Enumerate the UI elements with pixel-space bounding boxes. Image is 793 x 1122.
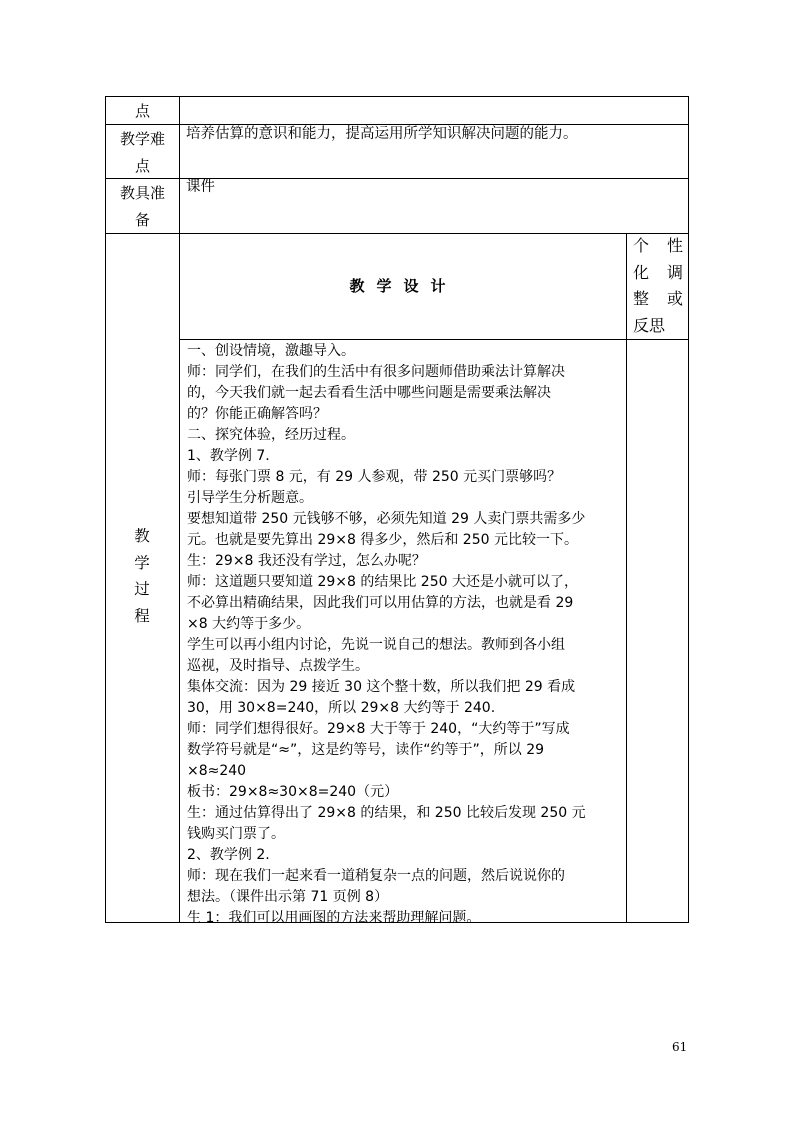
process-line: 数学符号就是“≈”，这是约等号，读作“约等于”，所以 29 (187, 742, 545, 758)
row-label-difficulty (106, 126, 179, 180)
materials-content: 课件 (186, 179, 215, 195)
side-header-char: 个 (633, 236, 650, 255)
difficulty-content: 培养估算的意识和能力，提高运用所学知识解决问题的能力。 (186, 126, 578, 142)
table-top-border (105, 96, 689, 97)
side-column-divider (626, 233, 627, 923)
row-label-materials (106, 180, 179, 234)
process-line: 元。也就是要先算出 29×8 得多少，然后和 250 元比较一下。 (187, 532, 578, 548)
process-line: 1、教学例 7. (187, 448, 270, 464)
process-line: 的，今天我们就一起去看看生活中哪些问题是需要乘法解决 (187, 385, 551, 401)
row-label-materials-line1: 教具准 (119, 184, 165, 202)
process-line: 的？你能正确解答吗？ (187, 406, 327, 422)
process-line: 生：通过估算得出了 29×8 的结果，和 250 比较后发现 250 元 (187, 805, 586, 821)
label-column-divider (179, 96, 180, 923)
process-body (187, 341, 623, 929)
row-label-point (106, 98, 179, 125)
row-label-process-char1: 教 (134, 527, 150, 545)
process-line: 师：同学们，在我们的生活中有很多问题师借助乘法计算解决 (187, 364, 565, 380)
side-header-line1 (628, 233, 688, 260)
row-label-process-char2: 学 (134, 553, 150, 572)
process-line: 生：29×8 我还没有学过，怎么办呢？ (187, 553, 426, 569)
process-line: 2、教学例 2. (187, 847, 270, 863)
process-line: 想法。（课件出示第 71 页例 8） (187, 889, 389, 905)
row-label-process (122, 523, 162, 629)
side-header-line2 (628, 260, 688, 287)
process-line: 一、创设情境，激趣导入。 (187, 343, 355, 359)
process-line: ×8 大约等于多少。 (187, 616, 311, 632)
design-title: 教学设计 (349, 277, 458, 295)
row-label-point-text: 点 (134, 102, 150, 120)
design-header-divider (179, 339, 689, 340)
process-line: 师：现在我们一起来看一道稍复杂一点的问题，然后说说你的 (187, 868, 565, 884)
process-line: 钱购买门票了。 (187, 826, 285, 842)
side-header-char: 反思 (633, 315, 666, 335)
process-line: 师：每张门票 8 元，有 29 人参观，带 250 元买门票够吗？ (187, 469, 562, 485)
process-line: 二、探究体验，经历过程。 (187, 427, 355, 443)
row-label-difficulty-line1: 教学难 (119, 130, 165, 148)
side-header-char: 调 (666, 262, 683, 282)
process-line: 学生可以再小组内讨论，先说一说自己的想法。教师到各小组 (187, 637, 565, 653)
process-line: 师：这道题只要知道 29×8 的结果比 250 大还是小就可以了， (187, 574, 578, 590)
process-line: 引导学生分析题意。 (187, 490, 313, 506)
row-label-difficulty-line2: 点 (134, 157, 150, 175)
process-line: 不必算出精确结果，因此我们可以用估算的方法，也就是看 29 (187, 595, 574, 611)
process-line: 生 1：我们可以用画图的方法来帮助理解问题。 (187, 910, 481, 926)
row-divider-3 (105, 233, 689, 234)
side-header-char: 化 (633, 262, 650, 282)
process-line: 巡视，及时指导、点拨学生。 (187, 658, 369, 674)
process-line: 30，用 30×8=240，所以 29×8 大约等于 240. (187, 700, 496, 716)
side-header-char: 整 (633, 289, 650, 308)
side-header-line4 (628, 313, 688, 340)
row-label-materials-line2: 备 (134, 211, 150, 229)
table-right-border (688, 96, 689, 923)
process-line: 师：同学们想得很好。29×8 大于等于 240，“大约等于”写成 (187, 721, 570, 737)
process-line: 要想知道带 250 元钱够不够，必须先知道 29 人卖门票共需多少 (187, 511, 586, 527)
process-line: ×8≈240 (187, 763, 247, 779)
side-header-char: 或 (666, 289, 683, 308)
side-header-line3 (628, 286, 688, 313)
row-label-process-char4: 程 (134, 606, 150, 625)
process-line: 板书：29×8≈30×8=240（元） (187, 784, 399, 800)
side-header-char: 性 (666, 236, 683, 255)
page-number: 61 (672, 1040, 688, 1054)
row-label-process-char3: 过 (134, 580, 150, 598)
side-column-header (628, 233, 688, 339)
process-line: 集体交流：因为 29 接近 30 这个整十数，所以我们把 29 看成 (187, 679, 576, 695)
